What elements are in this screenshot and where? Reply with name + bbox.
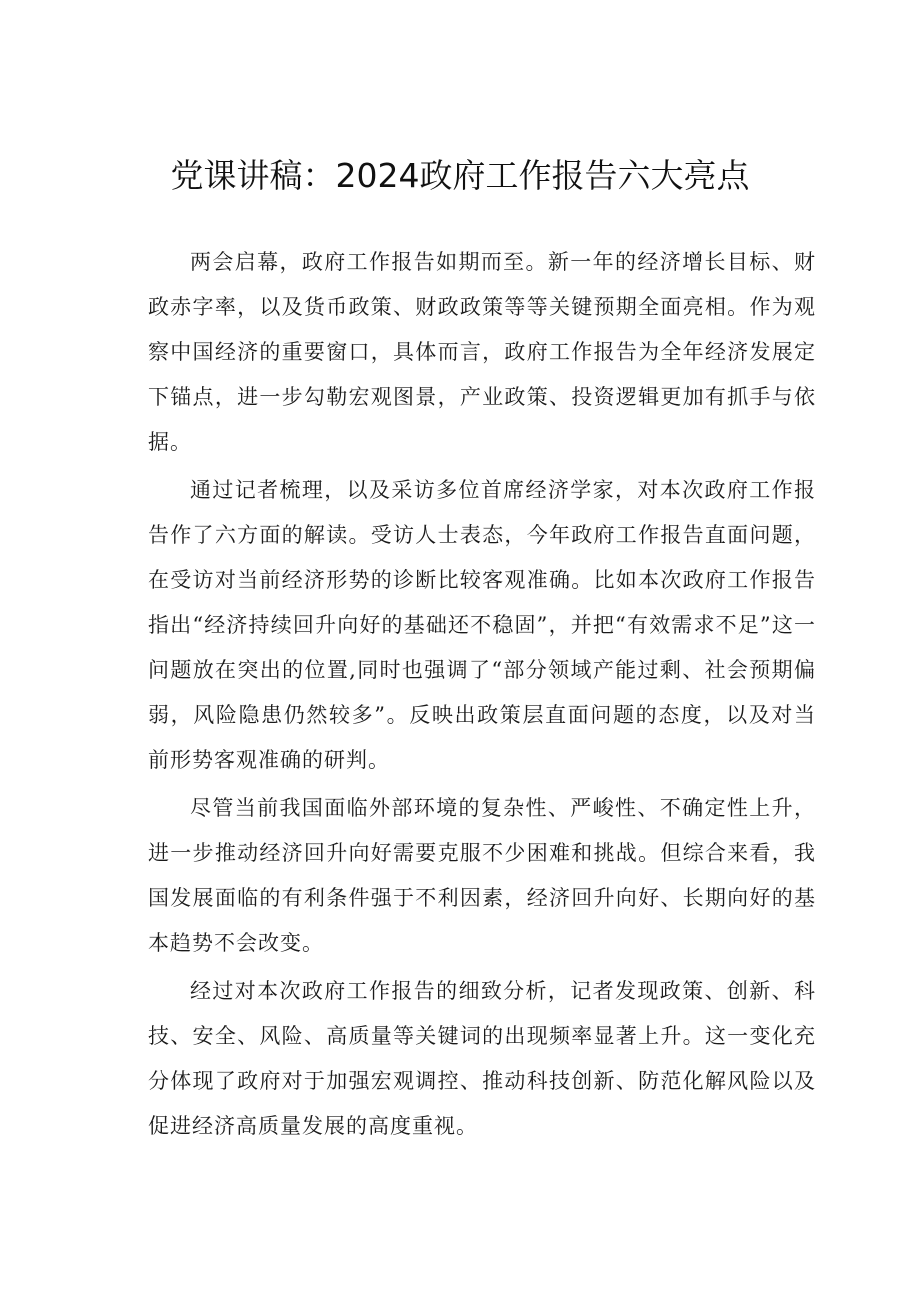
- paragraph-2: 通过记者梳理，以及采访多位首席经济学家，对本次政府工作报告作了六方面的解读。受访人士表态，今年政府工作报告直面问题，在受访对当前经济形势的诊断比较客观准确。比如本次政府工作报告指出“经济持续回升向好的基础还不稳固”，并把“有效需求不足”这一问题放在突出的位置,同时也强调了“部分领域产能过剩、社会预期偏弱，风险隐患仍然较多”。反映出政策层直面问题的态度，以及对当前形势客观准确的研判。: [148, 478, 816, 772]
- paragraph-1: 两会启幕，政府工作报告如期而至。新一年的经济增长目标、财政赤字率，以及货币政策、财政政策等等关键预期全面亮相。作为观察中国经济的重要窗口，具体而言，政府工作报告为全年经济发展定下锚点，进一步勾勒宏观图景，产业政策、投资逻辑更加有抓手与依据。: [148, 250, 816, 454]
- paragraph-3: 尽管当前我国面临外部环境的复杂性、严峻性、不确定性上升，进一步推动经济回升向好需要克服不少困难和挑战。但综合来看，我国发展面临的有利条件强于不利因素，经济回升向好、长期向好的基本趋势不会改变。: [148, 796, 816, 955]
- document-title: 党课讲稿：2024政府工作报告六大亮点: [170, 156, 750, 195]
- document-body: [148, 240, 816, 1152]
- paragraph-4: 经过对本次政府工作报告的细致分析，记者发现政策、创新、科技、安全、风险、高质量等关键词的出现频率显著上升。这一变化充分体现了政府对于加强宏观调控、推动科技创新、防范化解风险以及促进经济高质量发展的高度重视。: [148, 979, 816, 1138]
